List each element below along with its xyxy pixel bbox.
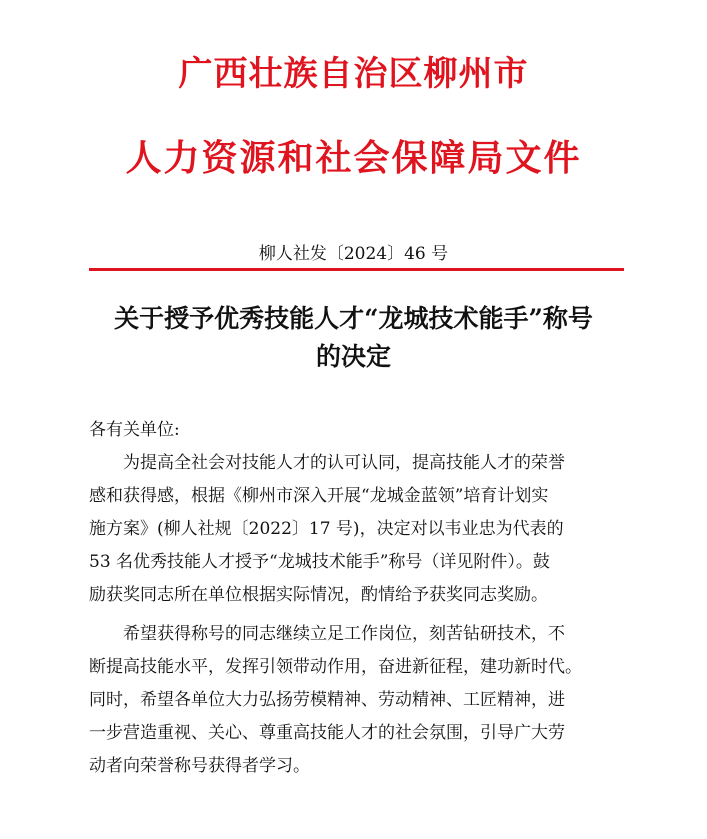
document-number: 柳人社发〔2024〕46 号	[258, 244, 449, 264]
issuer-header-line1: 广西壮族自治区柳州市	[178, 54, 529, 94]
issuer-header-line2: 人力资源和社会保障局文件	[125, 137, 582, 179]
paragraph-1	[89, 447, 624, 612]
salutation: 各有关单位:	[89, 420, 180, 440]
paragraph-line: 感和获得感，根据《柳州市深入开展“龙城金蓝领”培育计划实	[89, 486, 549, 506]
paragraph-line: 励获奖同志所在单位根据实际情况，酌情给予获奖同志奖励。	[89, 585, 548, 605]
document-body	[89, 414, 624, 783]
paragraph-line: 施方案》(柳人社规〔2022〕17 号)，决定对以韦业忠为代表的	[89, 519, 564, 539]
document-title-line1: 关于授予优秀技能人才“龙城技术能手”称号	[114, 304, 593, 333]
paragraph-2	[89, 618, 624, 783]
document-title	[0, 300, 707, 376]
paragraph-line: 为提高全社会对技能人才的认可认同，提高技能人才的荣誉	[89, 453, 565, 473]
paragraph-line: 断提高技能水平，发挥引领带动作用，奋进新征程，建功新时代。	[89, 657, 582, 677]
paragraph-line: 希望获得称号的同志继续立足工作岗位，刻苦钻研技术，不	[89, 624, 565, 644]
red-separator-rule	[89, 268, 624, 271]
document-title-line2: 的决定	[315, 342, 391, 371]
paragraph-line: 一步营造重视、关心、尊重高技能人才的社会氛围，引导广大劳	[89, 723, 565, 743]
paragraph-line: 53 名优秀技能人才授予“龙城技术能手”称号（详见附件）。鼓	[89, 552, 550, 572]
paragraph-line: 动者向荣誉称号获得者学习。	[89, 756, 310, 776]
paragraph-line: 同时，希望各单位大力弘扬劳模精神、劳动精神、工匠精神，进	[89, 690, 565, 710]
